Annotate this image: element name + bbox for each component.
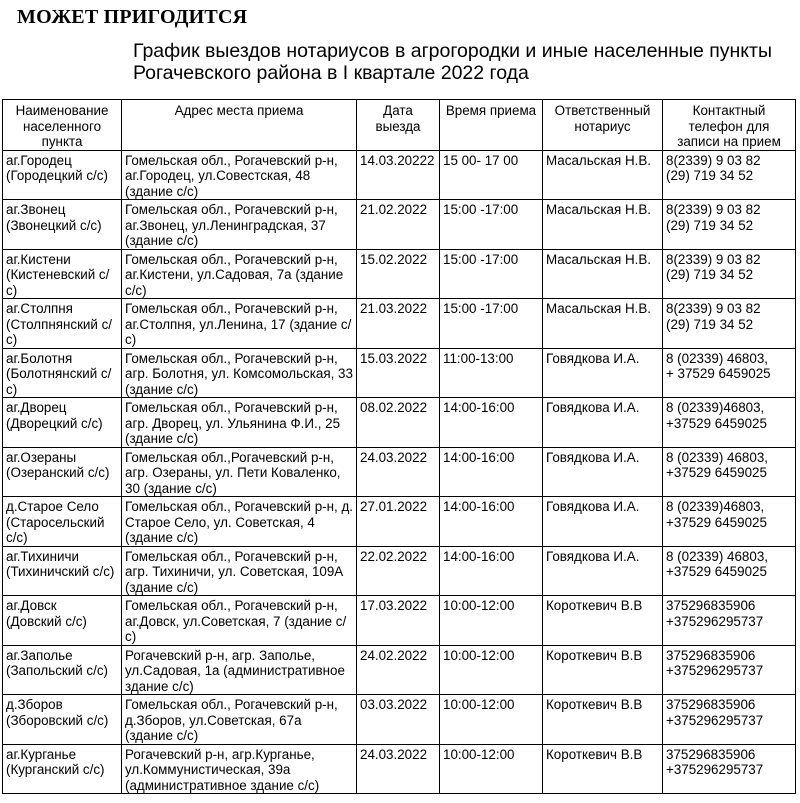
- notary-cell: Говядкова И.А.: [543, 447, 663, 497]
- date-cell: 21.03.2022: [357, 299, 440, 349]
- address-cell: Гомельская обл., Рогачевский р-н, д. Старое Село, ул. Советская, 4 (здание с/с): [122, 497, 357, 547]
- date-cell: 17.03.2022: [357, 596, 440, 646]
- table-body: [3, 150, 796, 794]
- date-cell: 24.03.2022: [357, 744, 440, 794]
- table-row: [3, 497, 796, 547]
- table-row: [3, 695, 796, 745]
- address-cell: Гомельская обл., Рогачевский р-н, агр. Дворец, ул. Ульянина Ф.И., 25 (здание с/с): [122, 398, 357, 448]
- address-cell: Гомельская обл., Рогачевский р-н, аг.Столпня, ул.Ленина, 17 (здание с/с): [122, 299, 357, 349]
- time-cell: 14:00-16:00: [440, 447, 543, 497]
- table-row: [3, 299, 796, 349]
- column-header-date: Дата выезда: [357, 100, 440, 151]
- date-cell: 24.03.2022: [357, 447, 440, 497]
- notary-cell: Говядкова И.А.: [543, 546, 663, 596]
- notary-cell: Короткевич В.В: [543, 645, 663, 695]
- date-cell: 22.02.2022: [357, 546, 440, 596]
- notary-cell: Говядкова И.А.: [543, 398, 663, 448]
- phone-cell: 375296835906 +375296295737: [663, 695, 796, 745]
- table-row: [3, 150, 796, 200]
- notary-cell: Короткевич В.В: [543, 744, 663, 794]
- phone-cell: 8(2339) 9 03 82 (29) 719 34 52: [663, 150, 796, 200]
- address-cell: Гомельская обл.,Рогачевский р-н, агр. Озераны, ул. Пети Коваленко, 30 (здание с/с): [122, 447, 357, 497]
- address-cell: Гомельская обл., Рогачевский р-н, агр. Тихиничи, ул. Советская, 109А (здание с/с): [122, 546, 357, 596]
- address-cell: Рогачевский р-н, агр.Курганье, ул.Коммунистическая, 39а (административное здание с/с): [122, 744, 357, 794]
- time-cell: 15:00 -17:00: [440, 299, 543, 349]
- time-cell: 15 00- 17 00: [440, 150, 543, 200]
- table-row: [3, 546, 796, 596]
- table-row: [3, 249, 796, 299]
- address-cell: Гомельская обл., Рогачевский р-н, д.Зборов, ул.Советская, 67а (здание с/с): [122, 695, 357, 745]
- address-cell: Гомельская обл., Рогачевский р-н, аг.Городец, ул.Совестская, 48 (здание с/с): [122, 150, 357, 200]
- table-row: [3, 200, 796, 250]
- time-cell: 14:00-16:00: [440, 497, 543, 547]
- place-cell: аг.Озераны (Озеранский с/с): [3, 447, 122, 497]
- date-cell: 03.03.2022: [357, 695, 440, 745]
- phone-cell: 375296835906 +375296295737: [663, 596, 796, 646]
- phone-cell: 8(2339) 9 03 82 (29) 719 34 52: [663, 200, 796, 250]
- phone-cell: 8 (02339)46803, +37529 6459025: [663, 497, 796, 547]
- place-cell: аг.Кистени (Кистеневский с/с): [3, 249, 122, 299]
- date-cell: 08.02.2022: [357, 398, 440, 448]
- phone-cell: 8(2339) 9 03 82 (29) 719 34 52: [663, 249, 796, 299]
- notary-cell: Масальская Н.В.: [543, 200, 663, 250]
- table-row: [3, 398, 796, 448]
- place-cell: аг.Болотня (Болотнянский с/с): [3, 348, 122, 398]
- phone-cell: 8 (02339)46803, +37529 6459025: [663, 398, 796, 448]
- place-cell: аг.Дворец (Дворецкий с/с): [3, 398, 122, 448]
- date-cell: 24.02.2022: [357, 645, 440, 695]
- place-cell: д.Зборов (Зборовский с/с): [3, 695, 122, 745]
- date-cell: 15.03.2022: [357, 348, 440, 398]
- schedule-title: График выездов нотариусов в агрогородки и иные населенные пункты Рогачевского района в I квартале 2022 года: [133, 40, 773, 84]
- place-cell: д.Старое Село (Старосельский с/с): [3, 497, 122, 547]
- phone-cell: 375296835906 +375296295737: [663, 744, 796, 794]
- notary-schedule-table: [2, 99, 796, 794]
- phone-cell: 8 (02339) 46803, +37529 6459025: [663, 546, 796, 596]
- time-cell: 10:00-12:00: [440, 596, 543, 646]
- section-heading: МОЖЕТ ПРИГОДИТСЯ: [17, 6, 248, 28]
- phone-cell: 8 (02339) 46803, + 37529 6459025: [663, 348, 796, 398]
- time-cell: 10:00-12:00: [440, 645, 543, 695]
- phone-cell: 8(2339) 9 03 82 (29) 719 34 52: [663, 299, 796, 349]
- place-cell: аг.Курганье (Курганский с/с): [3, 744, 122, 794]
- time-cell: 15:00 -17:00: [440, 249, 543, 299]
- column-header-notary: Ответственный нотариус: [543, 100, 663, 151]
- time-cell: 10:00-12:00: [440, 695, 543, 745]
- notary-cell: Короткевич В.В: [543, 596, 663, 646]
- place-cell: аг.Звонец (Звонецкий с/с): [3, 200, 122, 250]
- table-row: [3, 447, 796, 497]
- notary-cell: Говядкова И.А.: [543, 497, 663, 547]
- notary-cell: Масальская Н.В.: [543, 150, 663, 200]
- table-row: [3, 645, 796, 695]
- column-header-place: Наименование населенного пункта: [3, 100, 122, 151]
- table-row: [3, 744, 796, 794]
- notary-cell: Короткевич В.В: [543, 695, 663, 745]
- address-cell: Гомельская обл., Рогачевский р-н, аг.Довск, ул.Советская, 7 (здание с/с): [122, 596, 357, 646]
- column-header-address: Адрес места приема: [122, 100, 357, 151]
- time-cell: 11:00-13:00: [440, 348, 543, 398]
- place-cell: аг.Тихиничи (Тихиничский с/с): [3, 546, 122, 596]
- place-cell: аг.Довск (Довский с/с): [3, 596, 122, 646]
- address-cell: Рогачевский р-н, агр. Заполье, ул.Садовая, 1а (административное здание с/с): [122, 645, 357, 695]
- table-row: [3, 596, 796, 646]
- column-header-time: Время приема: [440, 100, 543, 151]
- notary-cell: Говядкова И.А.: [543, 348, 663, 398]
- date-cell: 27.01.2022: [357, 497, 440, 547]
- time-cell: 14:00-16:00: [440, 546, 543, 596]
- table-row: [3, 348, 796, 398]
- time-cell: 14:00-16:00: [440, 398, 543, 448]
- notary-cell: Масальская Н.В.: [543, 299, 663, 349]
- table-header-row: [3, 100, 796, 151]
- place-cell: аг.Заполье (Запольский с/с): [3, 645, 122, 695]
- address-cell: Гомельская обл., Рогачевский р-н, агр. Болотня, ул. Комсомольская, 33 (здание с/с): [122, 348, 357, 398]
- time-cell: 10:00-12:00: [440, 744, 543, 794]
- place-cell: аг.Столпня (Столпнянский с/с): [3, 299, 122, 349]
- date-cell: 21.02.2022: [357, 200, 440, 250]
- phone-cell: 375296835906 +375296295737: [663, 645, 796, 695]
- date-cell: 15.02.2022: [357, 249, 440, 299]
- address-cell: Гомельская обл., Рогачевский р-н, аг.Звонец, ул.Ленинградская, 37 (здание с/с): [122, 200, 357, 250]
- address-cell: Гомельская обл., Рогачевский р-н, аг.Кистени, ул.Садовая, 7а (здание с/с): [122, 249, 357, 299]
- place-cell: аг.Городец (Городецкий с/с): [3, 150, 122, 200]
- phone-cell: 8 (02339) 46803, +37529 6459025: [663, 447, 796, 497]
- column-header-phone: Контактный телефон для записи на прием: [663, 100, 796, 151]
- time-cell: 15:00 -17:00: [440, 200, 543, 250]
- notary-cell: Масальская Н.В.: [543, 249, 663, 299]
- date-cell: 14.03.20222: [357, 150, 440, 200]
